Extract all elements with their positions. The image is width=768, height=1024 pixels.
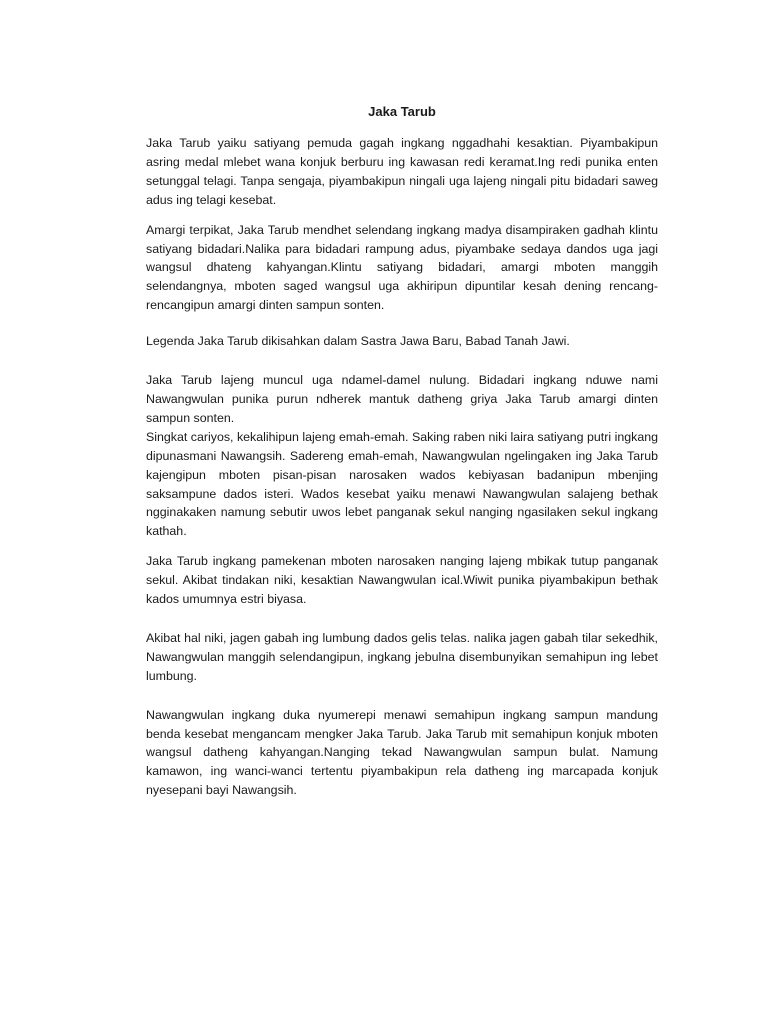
document-title: Jaka Tarub [368,104,436,119]
paragraph-3: Legenda Jaka Tarub dikisahkan dalam Sastra Jawa Baru, Babad Tanah Jawi. [146,334,570,349]
paragraph-7: Akibat hal niki, jagen gabah ing lumbung dados gelis telas. nalika jagen gabah tilar sekedhik, Nawangwulan manggih selendangipun, ingkang jebulna disembunyikan semahipun ing lebet lumbung. [146,630,658,683]
paragraph-5: Singkat cariyos, kekalihipun lajeng emah-emah. Saking raben niki laira satiyang putri ingkang dipunasmani Nawangsih. Sadereng emah-emah, Nawangwulan ngelingaken ing Jaka Tarub kajengipun mboten pisan-pisan narosaken wados kebiyasan badanipun mbenjing saksampune dados isteri. Wados kesebat yaiku menawi Nawangwulan salajeng bethak ngginakaken namung sebutir uwos lebet panganak sekul nanging ngasilaken sekul ingkang kathah. [146,429,658,539]
paragraph-4: Jaka Tarub lajeng muncul uga ndamel-damel nulung. Bidadari ingkang nduwe nami Nawangwulan punika purun ndherek mantuk datheng griya Jaka Tarub amargi dinten sampun sonten. [146,373,658,425]
paragraph-1: Jaka Tarub yaiku satiyang pemuda gagah ingkang nggadhahi kesaktian. Piyambakipun asring medal mlebet wana konjuk berburu ing kawasan redi keramat.Ing redi punika enten setunggal telagi. Tanpa sengaja, piyambakipun ningali uga lajeng ningali pitu bidadari saweg adus ing telagi kesebat. [146,136,658,207]
paragraph-8: Nawangwulan ingkang duka nyumerepi menawi semahipun ingkang sampun mandung benda kesebat mengancam mengker Jaka Tarub. Jaka Tarub mit semahipun konjuk mboten wangsul datheng kahyangan.Nanging tekad Nawangwulan sampun bulat. Namung kamawon, ing wanci-wanci tertentu piyambakipun rela datheng ing marcapada konjuk nyesepani bayi Nawangsih. [146,707,658,798]
paragraph-6: Jaka Tarub ingkang pamekenan mboten narosaken nanging lajeng mbikak tutup panganak sekul. Akibat tindakan niki, kesaktian Nawangwulan ical.Wiwit punika piyambakipun bethak kados umumnya estri biyasa. [146,554,658,607]
paragraph-2: Amargi terpikat, Jaka Tarub mendhet selendang ingkang madya disampiraken gadhah klintu satiyang bidadari.Nalika para bidadari rampung adus, piyambake sedaya dandos uga jagi wangsul dhateng kahyangan.Klintu satiyang bidadari, amargi mboten manggih selendangnya, mboten saged wangsul uga akhiripun dipuntilar kesah dening rencang-rencangipun amargi dinten sampun sonten. [146,222,658,313]
document-body [146,102,658,800]
